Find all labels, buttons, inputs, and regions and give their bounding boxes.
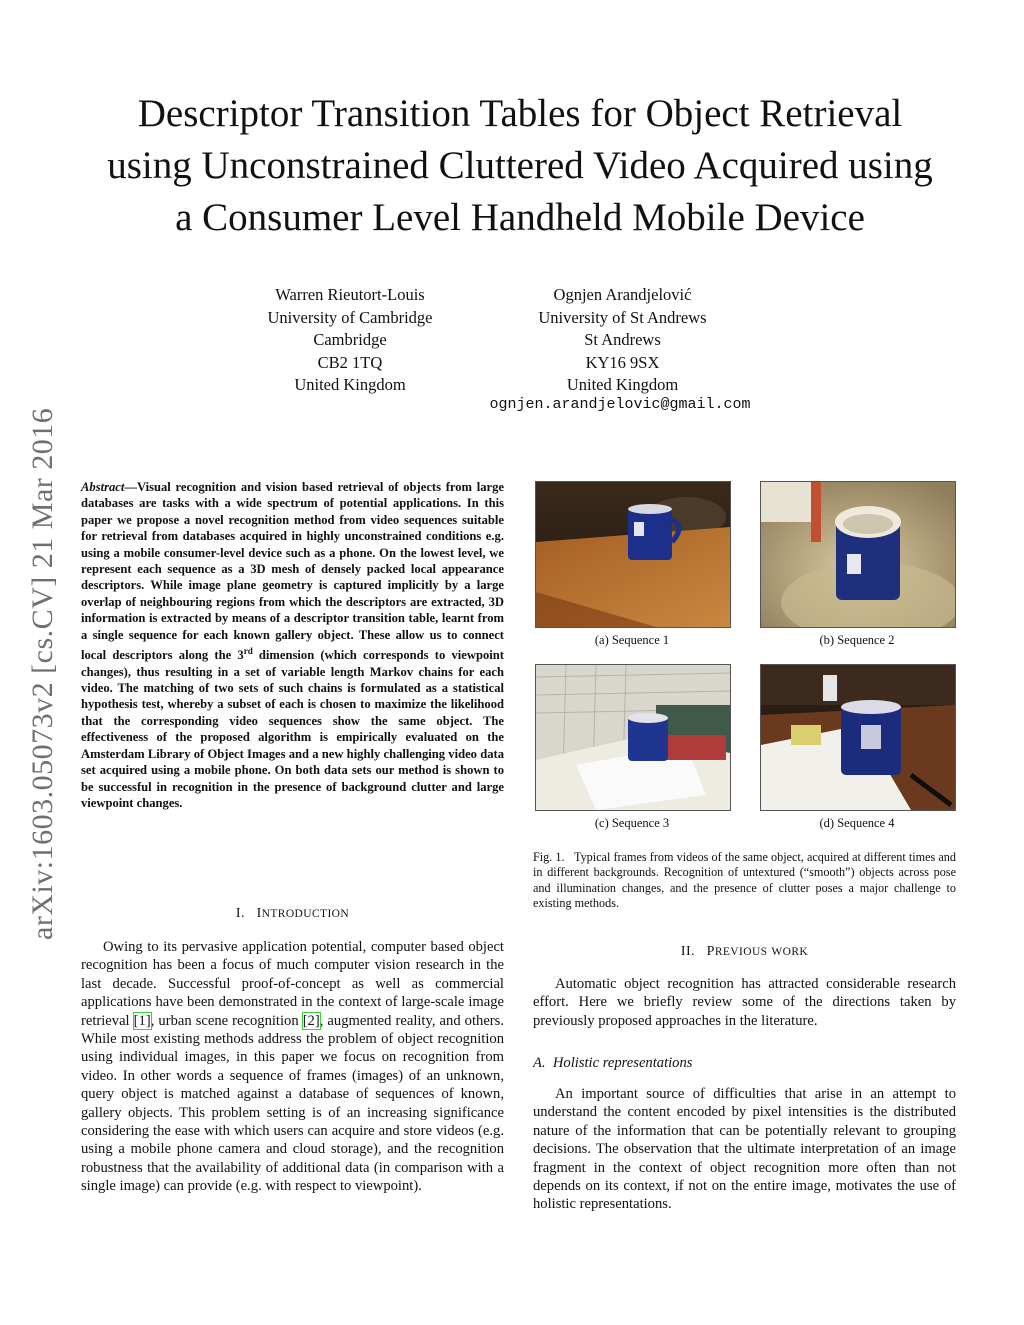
section-number: II.	[680, 944, 695, 959]
section-title-rest: REVIOUS	[714, 946, 768, 958]
subfigure-caption-d: (d) Sequence 4	[819, 816, 895, 830]
subsection-label: A.	[533, 1055, 546, 1071]
abstract-text-2: dimension (which corresponds to viewpoint changes), thus resulting in a set of variable length Markov chains for each video. The matching of two sets of such chains is formulated as a statistical hypothesis test, whereby a subset of each is chosen to maximize the likelihood that the corresponding video sequences show the same object. The effectiveness of the proposed algorithm is empirically evaluated on the Amsterdam Library of Object Images and a new highly challenging video data set acquired using a mobile phone. On both data sets our method is shown to be successful in recognition in the presence of background clutter and large viewpoint changes.	[81, 648, 504, 810]
author-postcode: KY16 9SX	[585, 352, 660, 372]
paper-title	[60, 88, 980, 244]
intro-text-b: , urban scene recognition	[150, 1012, 303, 1029]
figure-image-sequence-2	[760, 481, 956, 628]
abstract-superscript: rd	[243, 646, 253, 657]
citation-link-2[interactable]: [2]	[302, 1012, 320, 1029]
subsection-heading-holistic	[533, 1055, 692, 1072]
section-title-rest-2: WORK	[771, 946, 809, 958]
author-name: Warren Rieutort-Louis	[275, 285, 425, 304]
author-city: St Andrews	[584, 330, 661, 349]
introduction-paragraph	[81, 938, 504, 1196]
figure-image-sequence-4	[760, 664, 956, 811]
author-block-1	[230, 284, 470, 397]
arxiv-stamp: arXiv:1603.05073v2 [cs.CV] 21 Mar 2016	[26, 407, 59, 940]
author-city: Cambridge	[313, 330, 387, 349]
abstract	[81, 479, 504, 811]
abstract-label: Abstract	[81, 480, 125, 494]
section-title-rest: NTRODUCTION	[261, 908, 350, 920]
section-heading-previous-work	[533, 944, 956, 960]
subfigure-caption-b: (b) Sequence 2	[819, 633, 895, 647]
section-initial: I	[256, 906, 262, 921]
section-heading-introduction	[81, 906, 504, 922]
author-email[interactable]: ognjen.arandjelovic@gmail.com	[489, 396, 751, 413]
citation-link-1[interactable]: [1]	[133, 1012, 151, 1029]
figure-label: Fig. 1.	[533, 850, 565, 864]
subsection-title: Holistic representations	[552, 1055, 693, 1071]
title-line-3: a Consumer Level Handheld Mobile Device	[175, 196, 865, 239]
author-affiliation: University of St Andrews	[538, 307, 707, 327]
author-name: Ognjen Arandjelović	[553, 285, 692, 304]
author-country: United Kingdom	[294, 375, 406, 394]
intro-text-c: , augmented reality, and others. While most existing methods address the problem of object recognition using individual images, in this paper we focus on recognition from video. In other words a sequence of frames (images) of an unknown, query object is matched against a database of sequences of known, gallery objects. This problem setting is of an increasing significance considering the ease with which users can acquire and store videos (e.g. using a mobile phone camera and cloud storage), and the recognition robustness that the availability of additional data (in comparison with a single image) can provide (e.g. with respect to viewpoint).	[81, 1012, 504, 1195]
author-affiliation: University of Cambridge	[267, 307, 433, 327]
intro-text-a: Owing to its pervasive application potential, computer based object recognition has been a focus of much computer vision research in the last decade. Successful proof-of-concept as well as commercial applications have been demonstrated in the context of large-scale image retrieval	[81, 939, 504, 1029]
subfigure-caption-c: (c) Sequence 3	[594, 816, 670, 830]
author-country: United Kingdom	[566, 375, 679, 394]
author-postcode: CB2 1TQ	[317, 352, 383, 372]
title-line-2: using Unconstrained Cluttered Video Acquired using	[107, 144, 933, 187]
abstract-dash: —	[124, 480, 137, 494]
title-line-1: Descriptor Transition Tables for Object Retrieval	[137, 92, 903, 135]
subfigure-caption-a: (a) Sequence 1	[594, 633, 670, 647]
section-initial: P	[706, 944, 715, 959]
holistic-paragraph: An important source of difficulties that arise in an attempt to understand the content encoded by pixel intensities is the distributed nature of the information that can be potentially relevant to grouping decisions. The observation that the ultimate interpretation of an image fragment in the context of object recognition more often than not depends on its context, if not on the entire image, motivates the use of holistic representations.	[533, 1086, 956, 1213]
previous-work-paragraph: Automatic object recognition has attracted considerable research effort. Here we briefly review some of the directions taken by previously proposed approaches in the literature.	[533, 976, 956, 1029]
figure-image-sequence-1	[535, 481, 731, 628]
section-number: I.	[235, 906, 245, 921]
abstract-text-1: Visual recognition and vision based retrieval of objects from large databases are tasks with a wide spectrum of potential applications. In this paper we propose a novel recognition method from video sequences suitable for retrieval from databases acquired in highly unconstrained conditions e.g. using a mobile consumer-level device such as a phone. On the lowest level, we represent each sequence as a 3D mesh of densely packed local appearance descriptors. While image plane geometry is captured implicitly by a large overlap of neighbouring regions from which the descriptors are extracted, 3D information is extracted by means of a descriptor transition table, learnt from a single sequence for each known gallery object. These allow us to connect local descriptors along the 3	[81, 480, 504, 663]
figure-caption	[533, 850, 956, 912]
figure-caption-text: Typical frames from videos of the same object, acquired at different times and in different backgrounds. Recognition of untextured (“smooth”) objects across pose and illumination changes, and the presence of clutter poses a major challenge to existing methods.	[533, 850, 956, 911]
author-block-2	[490, 284, 755, 397]
figure-image-sequence-3	[535, 664, 731, 811]
